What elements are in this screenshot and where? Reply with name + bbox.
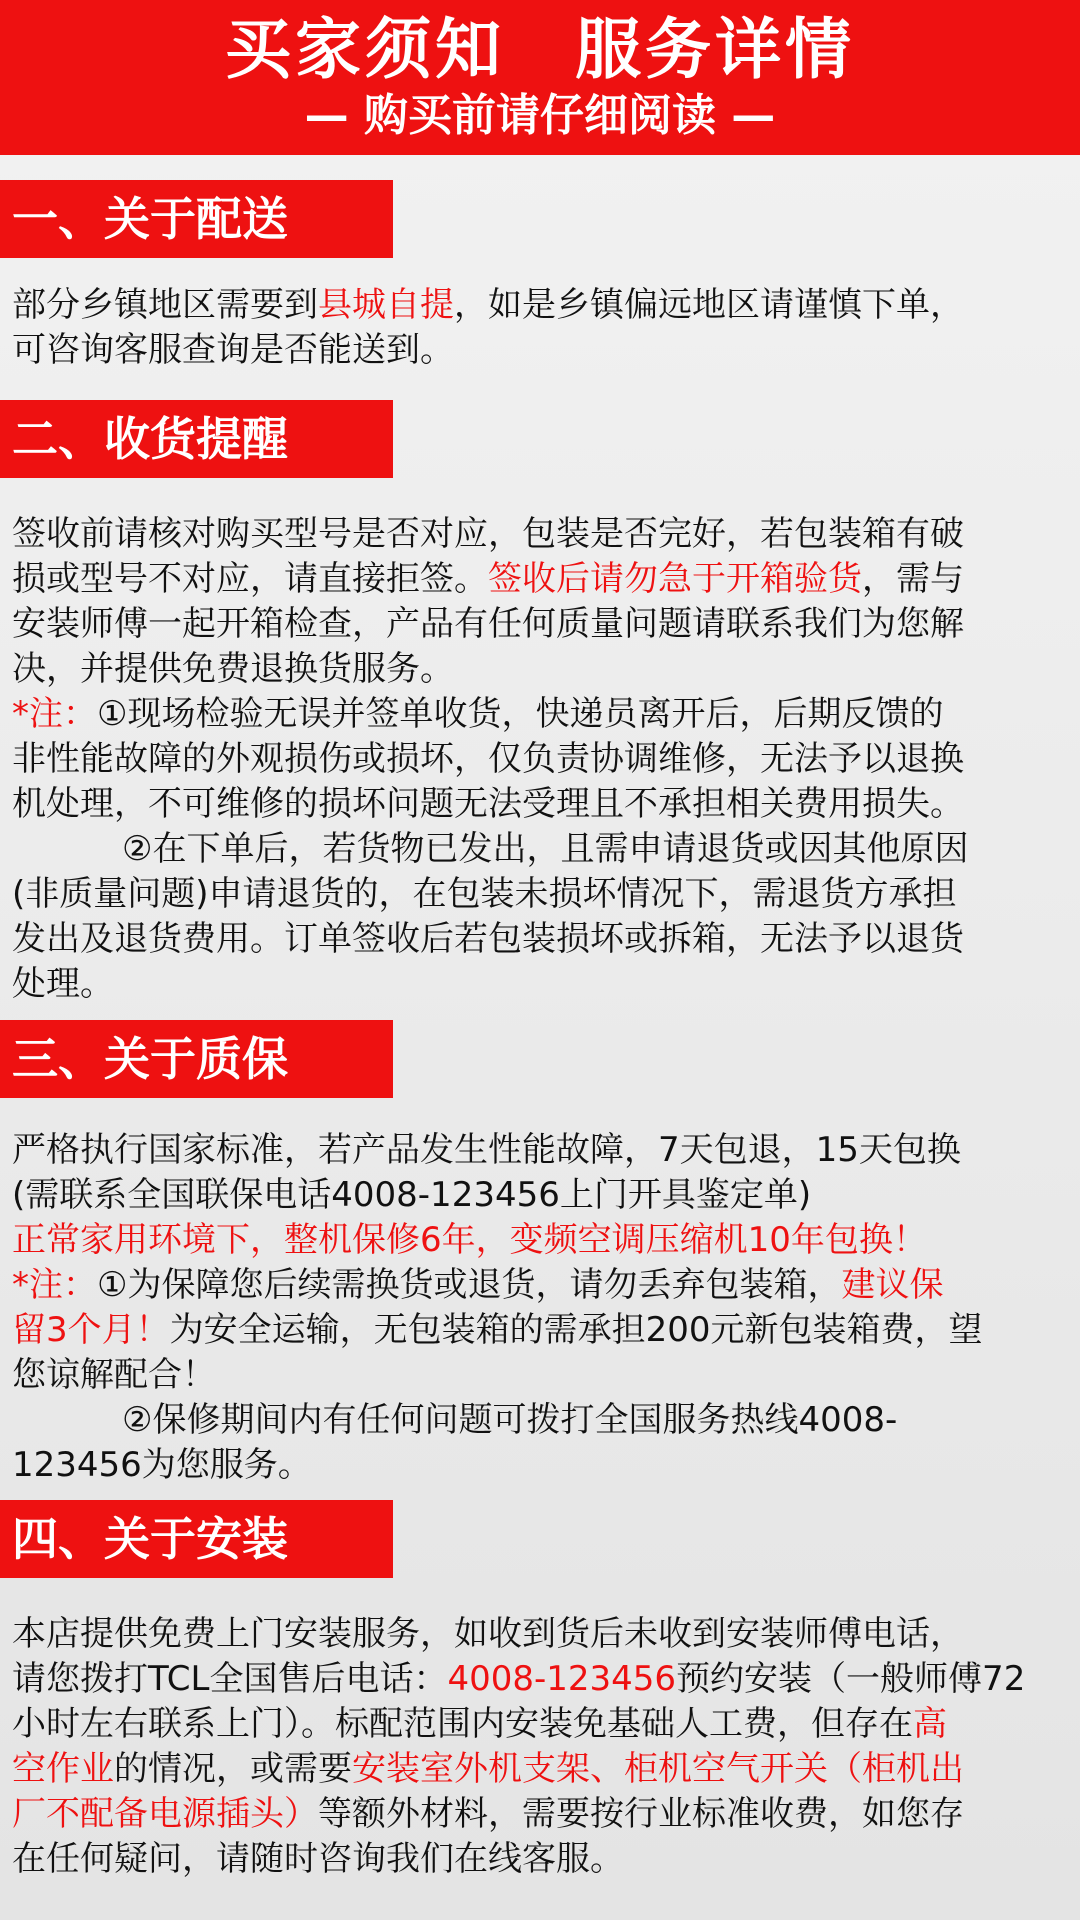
page-subtitle: — 购买前请仔细阅读 — [304,90,776,141]
text-line: 严格执行国家标准，若产品发生性能故障，7天包退，15天包换 [12,1130,961,1170]
text-line: ②保修期间内有任何问题可拨打全国服务热线4008- [122,1400,898,1440]
text-line: 厂不配备电源插头）等额外材料，需要按行业标准收费，如您存 [12,1794,964,1834]
page-header [0,0,1080,155]
text-line: 123456为您服务。 [12,1445,312,1485]
section-heading-receipt: 二、收货提醒 [0,400,393,478]
text-line: ②在下单后，若货物已发出，且需申请退货或因其他原因 [122,829,969,869]
text-line: 请您拨打TCL全国售后电话：4008-123456预约安装（一般师傅72 [12,1659,1026,1699]
section-heading-delivery: 一、关于配送 [0,180,393,258]
text-line: 处理。 [12,964,114,1004]
section-body-delivery [12,283,1068,373]
text-line: *注：①为保障您后续需换货或退货，请勿丢弃包装箱，建议保 [12,1265,944,1305]
text-line: 部分乡镇地区需要到县城自提，如是乡镇偏远地区请谨慎下单， [12,285,964,325]
page-title: 买家须知 服务详情 [225,11,855,88]
text-line: (非质量问题)申请退货的，在包装未损坏情况下，需退货方承担 [12,874,957,914]
text-line: 决，并提供免费退换货服务。 [12,649,454,689]
phone-number: 4008-123456 [447,1659,677,1699]
section-heading-warranty: 三、关于质保 [0,1020,393,1098]
section-body-warranty [12,1128,1068,1488]
text-line: 非性能故障的外观损伤或损坏，仅负责协调维修，无法予以退换 [12,739,964,779]
text-line: *注：①现场检验无误并签单收货，快递员离开后，后期反馈的 [12,694,944,734]
note-label: *注： [12,1265,97,1305]
section-body-installation [12,1612,1068,1882]
text-line: 签收前请核对购买型号是否对应，包装是否完好，若包装箱有破 [12,514,964,554]
text-line: 发出及退货费用。订单签收后若包装损坏或拆箱，无法予以退货 [12,919,964,959]
text-line: 损或型号不对应，请直接拒签。签收后请勿急于开箱验货，需与 [12,559,964,599]
text-line: 安装师傅一起开箱检查，产品有任何质量问题请联系我们为您解 [12,604,964,644]
text-line: 在任何疑问，请随时咨询我们在线客服。 [12,1839,624,1879]
note-label: *注： [12,694,97,734]
text-line: 本店提供免费上门安装服务，如收到货后未收到安装师傅电话， [12,1614,964,1654]
text-line: 留3个月！为安全运输，无包装箱的需承担200元新包装箱费，望 [12,1310,983,1350]
text-line: 空作业的情况，或需要安装室外机支架、柜机空气开关（柜机出 [12,1749,964,1789]
section-body-receipt [12,512,1068,1007]
text-line: 您谅解配合！ [12,1355,216,1395]
text-line: 正常家用环境下，整机保修6年，变频空调压缩机10年包换！ [12,1220,927,1260]
text-line: 可咨询客服查询是否能送到。 [12,330,454,370]
text-line: 小时左右联系上门）。标配范围内安装免基础人工费，但存在高 [12,1704,947,1744]
text-line: 机处理，不可维修的损坏问题无法受理且不承担相关费用损失。 [12,784,964,824]
text-line: (需联系全国联保电话4008-123456上门开具鉴定单) [12,1175,812,1215]
section-heading-installation: 四、关于安装 [0,1500,393,1578]
